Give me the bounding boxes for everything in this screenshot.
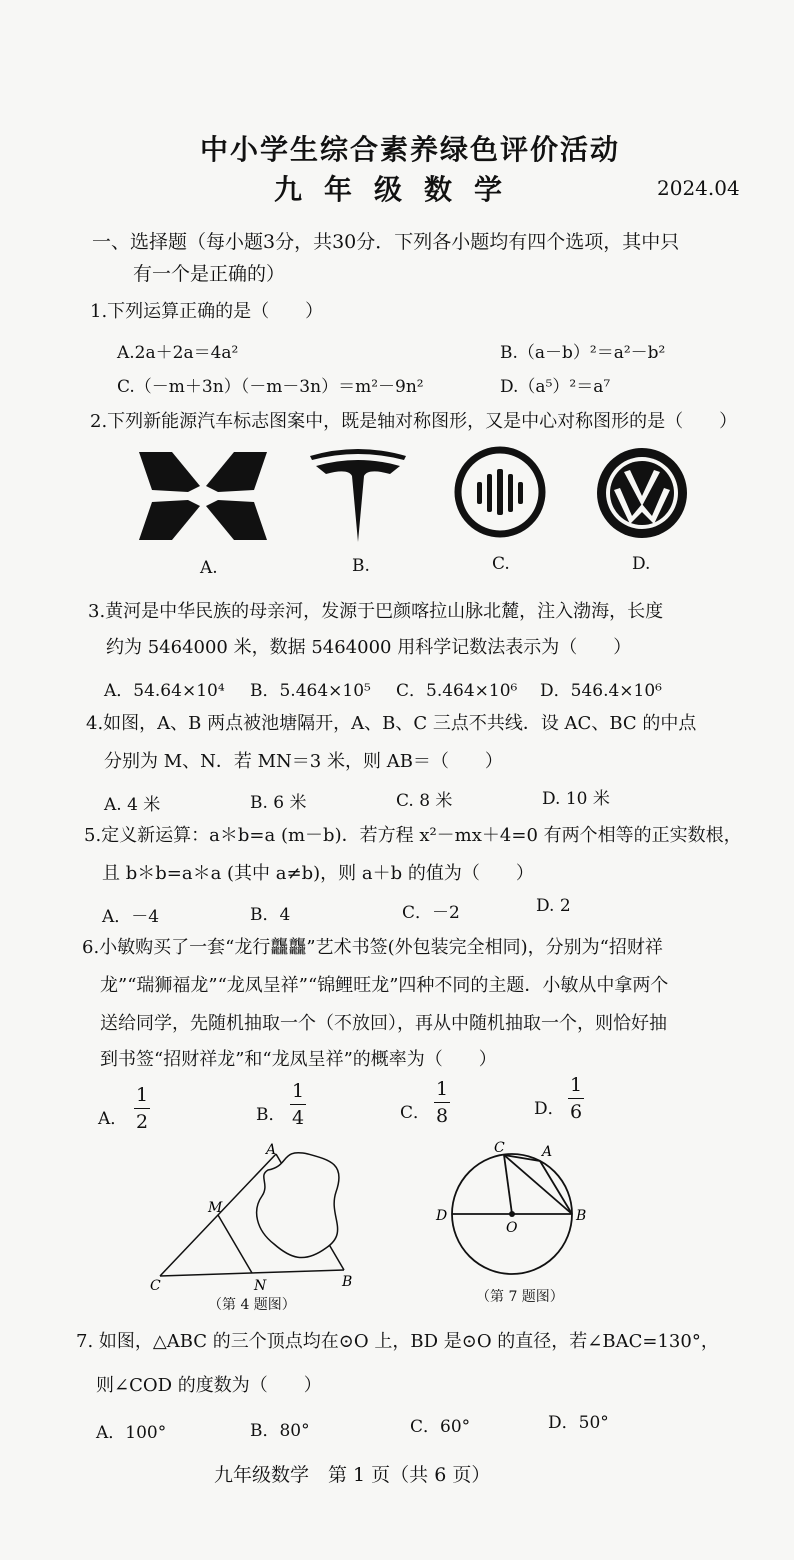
q5-line1: 5.定义新运算：a＊b=a (m－b)．若方程 x²－mx＋4=0 有两个相等的正实数根， <box>84 825 742 846</box>
q6-line4: 到书签“招财祥龙”和“龙凤呈祥”的概率为（ ） <box>100 1049 497 1070</box>
section-heading-line2: 有一个是正确的） <box>133 263 286 285</box>
fraction-numerator: 1 <box>569 1074 583 1096</box>
q4-option-b: B. 6 米 <box>250 793 307 813</box>
logo-vw-icon <box>594 446 690 540</box>
fig7-point-d: D <box>436 1208 448 1224</box>
q2-label-d: D. <box>632 554 651 574</box>
q5-line2: 且 b＊b=a＊a (其中 a≠b)，则 a＋b 的值为（ ） <box>102 863 534 884</box>
q6-line3: 送给同学，先随机抽取一个（不放回），再从中随机抽取一个，则恰好抽 <box>100 1013 667 1034</box>
q7-line1: 7. 如图，△ABC 的三个顶点均在⊙O 上，BD 是⊙O 的直径，若∠BAC=130°， <box>76 1331 719 1352</box>
fraction-numerator: 1 <box>435 1078 449 1100</box>
fraction-denominator: 4 <box>291 1107 305 1129</box>
fraction-denominator: 8 <box>435 1105 449 1127</box>
q6-option-c-label: C． <box>400 1103 431 1123</box>
fig4-caption: （第 4 题图） <box>208 1297 296 1313</box>
q6-option-d-label: D． <box>534 1099 565 1119</box>
fig7-point-o: O <box>506 1220 518 1236</box>
fig7-point-b: B <box>576 1208 587 1224</box>
q4-option-a: A. 4 米 <box>104 795 161 815</box>
q7-figure <box>432 1136 592 1288</box>
q6-line1: 6.小敏购买了一套“龙行龘龘”艺术书签(外包装完全相同)，分别为“招财祥 <box>82 937 663 958</box>
fraction-numerator: 1 <box>291 1080 305 1102</box>
exam-date: 2024.04 <box>657 176 740 200</box>
logo-t-icon <box>306 446 410 544</box>
q2-label-b: B. <box>352 556 370 576</box>
q7-option-d: D．50° <box>548 1413 609 1433</box>
q6-option-b-label: B． <box>256 1105 286 1125</box>
q6-option-b-fraction <box>290 1080 306 1129</box>
exam-subtitle: 九年级数学 <box>274 173 525 206</box>
fraction-numerator: 1 <box>135 1084 149 1106</box>
q3-option-d: D．546.4×10⁶ <box>540 681 662 701</box>
logo-x-icon <box>136 450 270 542</box>
q3-option-c: C．5.464×10⁶ <box>396 681 518 701</box>
q2-label-a: A. <box>200 558 218 578</box>
q5-option-a: A．－4 <box>102 907 160 927</box>
q1-option-d: D.（a⁵）²＝a⁷ <box>500 377 611 397</box>
q5-option-d: D. 2 <box>536 896 571 916</box>
fig7-caption: （第 7 题图） <box>476 1289 564 1305</box>
q1-option-c: C.（－m＋3n）（－m－3n）＝m²－9n² <box>117 377 424 397</box>
q2-stem: 2.下列新能源汽车标志图案中，既是轴对称图形，又是中心对称图形的是（ ） <box>90 411 738 432</box>
q3-option-b: B．5.464×10⁵ <box>250 681 371 701</box>
q4-line2: 分别为 M、N．若 MN＝3 米，则 AB＝（ ） <box>104 751 503 772</box>
q6-option-a-label: A． <box>98 1109 128 1129</box>
q1-option-b: B.（a－b）²＝a²－b² <box>500 343 666 363</box>
q7-option-a: A．100° <box>96 1423 167 1443</box>
q3-line1: 3.黄河是中华民族的母亲河，发源于巴颜喀拉山脉北麓，注入渤海，长度 <box>88 601 664 622</box>
q6-line2: 龙”“瑞狮福龙”“龙凤呈祥”“锦鲤旺龙”四种不同的主题．小敏从中拿两个 <box>100 975 669 996</box>
q4-figure <box>140 1140 370 1290</box>
q6-option-c-fraction <box>434 1078 450 1127</box>
q6-option-a-fraction <box>134 1084 150 1133</box>
fig4-point-n: N <box>254 1278 267 1290</box>
q6-option-d-fraction <box>568 1074 584 1123</box>
fig7-point-a: A <box>542 1144 553 1160</box>
logo-bars-circle-icon <box>452 444 548 540</box>
section-heading-line1: 一、选择题（每小题3分，共30分．下列各小题均有四个选项，其中只 <box>92 231 680 253</box>
q2-label-c: C. <box>492 554 510 574</box>
q5-option-c: C．－2 <box>402 903 460 923</box>
fig7-point-c: C <box>494 1140 505 1156</box>
q1-stem: 1.下列运算正确的是（ ） <box>90 301 324 322</box>
q7-line2: 则∠COD 的度数为（ ） <box>96 1375 322 1396</box>
q4-line1: 4.如图，A、B 两点被池塘隔开，A、B、C 三点不共线．设 AC、BC 的中点 <box>86 713 697 734</box>
fig4-point-c: C <box>150 1278 161 1290</box>
q7-option-b: B．80° <box>250 1421 310 1441</box>
q1-option-a: A.2a＋2a＝4a² <box>117 343 239 363</box>
q7-option-c: C．60° <box>410 1417 471 1437</box>
fig4-point-a: A <box>266 1142 277 1158</box>
fig4-point-b: B <box>342 1274 353 1290</box>
page-footer: 九年级数学 第 1 页（共 6 页） <box>214 1464 491 1486</box>
q4-option-c: C. 8 米 <box>396 791 453 811</box>
fraction-denominator: 6 <box>569 1101 583 1123</box>
fig4-point-m: M <box>208 1200 223 1216</box>
q5-option-b: B．4 <box>250 905 291 925</box>
q3-option-a: A．54.64×10⁴ <box>104 681 225 701</box>
fraction-denominator: 2 <box>135 1111 149 1133</box>
q4-option-d: D. 10 米 <box>542 789 610 809</box>
exam-title: 中小学生综合素养绿色评价活动 <box>200 133 621 166</box>
q3-line2: 约为 5464000 米，数据 5464000 用科学记数法表示为（ ） <box>106 637 632 658</box>
